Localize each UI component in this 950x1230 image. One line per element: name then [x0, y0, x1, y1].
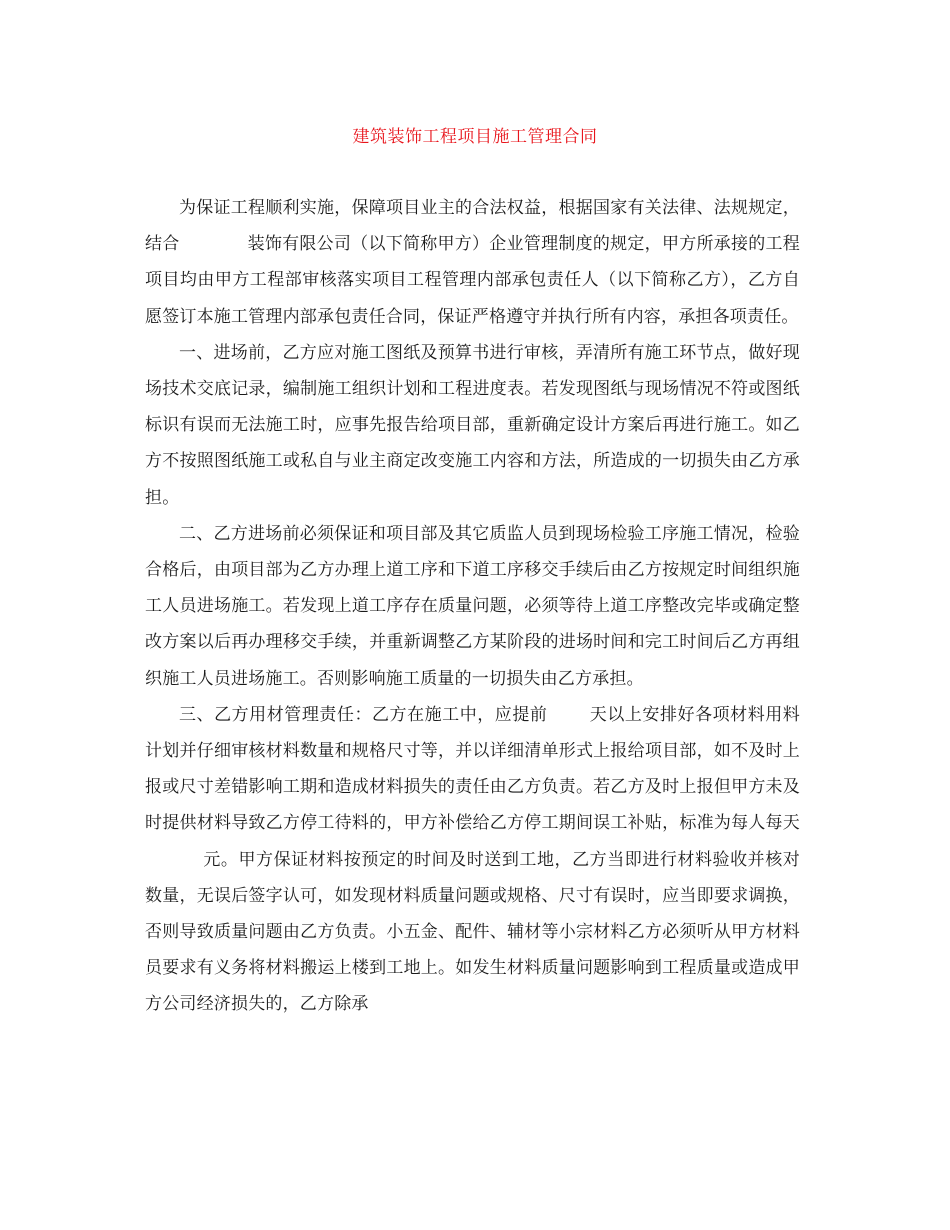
clause-3-text-part1: 三、乙方用材管理责任：乙方在施工中，应提前	[179, 704, 548, 725]
clause-3-text-part3: 元。甲方保证材料按预定的时间及时送到工地，乙方当即进行材料验收并核对数量，无误后签字认可，如发现材料质量问题或规格、尺寸有误时，应当即要求调换，否则导致质量问题由乙方负责。小五金、配件、辅材等小宗材料乙方必须听从甲方材料员要求有义务将材料搬运上楼到工地上。如发生材料质量问题影响到工程质量或造成甲方公司经济损失的，乙方除承	[145, 849, 800, 1015]
clause-2-paragraph: 二、乙方进场前必须保证和项目部及其它质监人员到现场检验工序施工情况，检验合格后，由项目部为乙方办理上道工序和下道工序移交手续后由乙方按规定时间组织施工人员进场施工。若发现上道工序存在质量问题，必须等待上道工序整改完毕或确定整改方案以后再办理移交手续，并重新调整乙方某阶段的进场时间和完工时间后乙方再组织施工人员进场施工。否则影响施工质量的一切损失由乙方承担。	[145, 523, 800, 689]
intro-paragraph	[145, 190, 800, 335]
clause-3-paragraph	[145, 697, 800, 1023]
intro-text-part1: 为保证工程顺利实施，保障项目业主的合法权益，根据国家有关法律、法规规定，结合	[145, 198, 800, 255]
document-body	[145, 190, 800, 1023]
document-title: 建筑装饰工程项目施工管理合同	[352, 127, 598, 147]
clause-3-text-part2: 天以上安排好各项材料用料计划并仔细审核材料数量和规格尺寸等，并以详细清单形式上报给项目部，如不及时上报或尺寸差错影响工期和造成材料损失的责任由乙方负责。若乙方及时上报但甲方未及时提供材料导致乙方停工待料的，甲方补偿给乙方停工期间误工补贴，标准为每人每天	[145, 704, 800, 834]
intro-text-part2: 装饰有限公司（以下简称甲方）企业管理制度的规定，甲方所承接的工程项目均由甲方工程部审核落实项目工程管理内部承包责任人（以下简称乙方），乙方自愿签订本施工管理内部承包责任合同，保证严格遵守并执行所有内容，承担各项责任。	[145, 234, 800, 327]
clause-1-paragraph: 一、进场前，乙方应对施工图纸及预算书进行审核，弄清所有施工环节点，做好现场技术交底记录，编制施工组织计划和工程进度表。若发现图纸与现场情况不符或图纸标识有误而无法施工时，应事先报告给项目部，重新确定设计方案后再进行施工。如乙方不按照图纸施工或私自与业主商定改变施工内容和方法，所造成的一切损失由乙方承担。	[145, 342, 800, 508]
